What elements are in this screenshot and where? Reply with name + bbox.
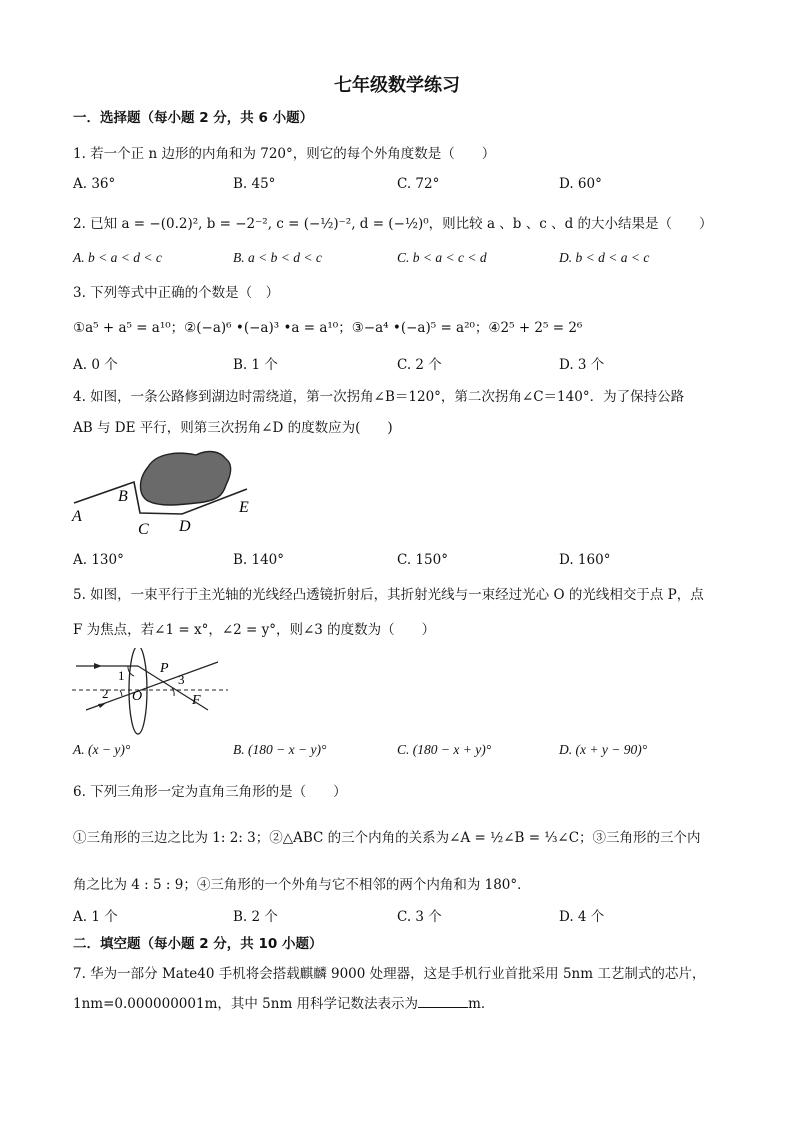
- label-f: F: [192, 693, 201, 708]
- q6-option-b: B. 2 个: [233, 909, 278, 925]
- q3-option-b: B. 1 个: [233, 357, 278, 373]
- q5-option-b: B. (180 − x − y)°: [233, 742, 327, 757]
- label-angle-1: 1: [118, 668, 125, 683]
- q4-option-b: B. 140°: [233, 552, 285, 568]
- label-a: A: [72, 508, 82, 525]
- q1-option-a: A. 36°: [73, 176, 116, 192]
- q4-option-a: A. 130°: [73, 552, 124, 568]
- q3-option-a: A. 0 个: [73, 357, 118, 373]
- section-heading-choice: 一．选择题（每小题 2 分，共 6 小题）: [73, 110, 314, 126]
- q5-option-a: A. (x − y)°: [73, 742, 131, 757]
- q1-option-d: D. 60°: [559, 176, 602, 192]
- question-2-stem: 2. 已知 a = −(0.2)², b = −2⁻², c = (−½)⁻², d = (−½)⁰，则比较 a 、b 、c 、d 的大小结果是（ ）: [73, 216, 713, 232]
- q6-option-a: A. 1 个: [73, 909, 118, 925]
- section-heading-fill-in: 二．填空题（每小题 2 分，共 10 小题）: [73, 936, 323, 952]
- question-6-items-line2: 角之比为 4 : 5 : 9；④三角形的一个外角与它不相邻的两个内角和为 180°．: [73, 877, 531, 893]
- q6-option-d: D. 4 个: [559, 909, 605, 925]
- question-3-stem: 3. 下列等式中正确的个数是（ ）: [73, 285, 280, 301]
- question-4-stem-line1: 4. 如图，一条公路修到湖边时需绕道，第一次拐角∠B＝120°，第二次拐角∠C＝140°．为了保持公路: [73, 389, 685, 405]
- q2-option-b: B. a < b < d < c: [233, 250, 322, 265]
- road-lake-figure: [68, 445, 268, 540]
- label-p: P: [160, 661, 169, 676]
- question-6-stem: 6. 下列三角形一定为直角三角形的是（ ）: [73, 784, 347, 800]
- label-b: B: [118, 488, 128, 505]
- q3-option-c: C. 2 个: [397, 357, 442, 373]
- q1-option-b: B. 45°: [233, 176, 276, 192]
- q5-option-c: C. (180 − x + y)°: [397, 742, 492, 757]
- q1-option-c: C. 72°: [397, 176, 440, 192]
- q7-text-after-blank: m．: [468, 996, 495, 1012]
- page-title: 七年级数学练习: [334, 75, 460, 96]
- question-7-stem-line1: 7. 华为一部分 Mate40 手机将会搭载麒麟 9000 处理器，这是手机行业首批采用 5nm 工艺制式的芯片，: [73, 966, 706, 982]
- question-1-stem: 1. 若一个正 n 边形的内角和为 720°，则它的每个外角度数是（ ）: [73, 146, 496, 162]
- label-angle-3: 3: [178, 672, 185, 687]
- q4-option-c: C. 150°: [397, 552, 448, 568]
- question-3-items: ①a⁵ + a⁵ = a¹⁰；②(−a)⁶ •(−a)³ •a = a¹⁰；③−a⁴ •(−a)⁵ = a²⁰；④2⁵ + 2⁵ = 2⁶: [73, 320, 583, 336]
- question-5-stem-line1: 5. 如图，一束平行于主光轴的光线经凸透镜折射后，其折射光线与一束经过光心 O 的光线相交于点 P，点: [73, 587, 704, 603]
- label-e: E: [239, 499, 249, 516]
- label-c: C: [138, 521, 149, 538]
- q3-option-d: D. 3 个: [559, 357, 605, 373]
- lake-shape: [141, 452, 231, 505]
- q2-option-c: C. b < a < c < d: [397, 250, 487, 265]
- question-6-items-line1: ①三角形的三边之比为 1: 2: 3；②△ABC 的三个内角的关系为∠A = ½∠B = ⅓∠C；③三角形的三个内: [73, 830, 701, 846]
- question-4-stem-line2: AB 与 DE 平行，则第三次拐角∠D 的度数应为( ): [73, 420, 393, 436]
- q5-option-d: D. (x + y − 90)°: [559, 742, 648, 757]
- q6-option-c: C. 3 个: [397, 909, 442, 925]
- question-5-stem-line2: F 为焦点，若∠1 = x°，∠2 = y°，则∠3 的度数为（ ）: [73, 622, 436, 638]
- question-7-stem-line2: [73, 992, 494, 1012]
- arrow-head-icon: [94, 663, 102, 669]
- label-angle-2: 2: [102, 686, 109, 701]
- arrow-head-icon: [98, 703, 106, 708]
- angle-2-arc: [120, 690, 122, 696]
- lens-figure: [68, 648, 238, 740]
- q4-option-d: D. 160°: [559, 552, 611, 568]
- q7-answer-blank[interactable]: [418, 995, 468, 1008]
- q7-text-before-blank: 1nm=0.000000001m，其中 5nm 用科学记数法表示为: [73, 996, 419, 1012]
- q2-option-a: A. b < a < d < c: [73, 250, 162, 265]
- q2-option-d: D. b < d < a < c: [559, 250, 650, 265]
- label-o: O: [132, 689, 143, 704]
- angle-1-arc: [128, 666, 134, 676]
- label-d: D: [179, 518, 191, 535]
